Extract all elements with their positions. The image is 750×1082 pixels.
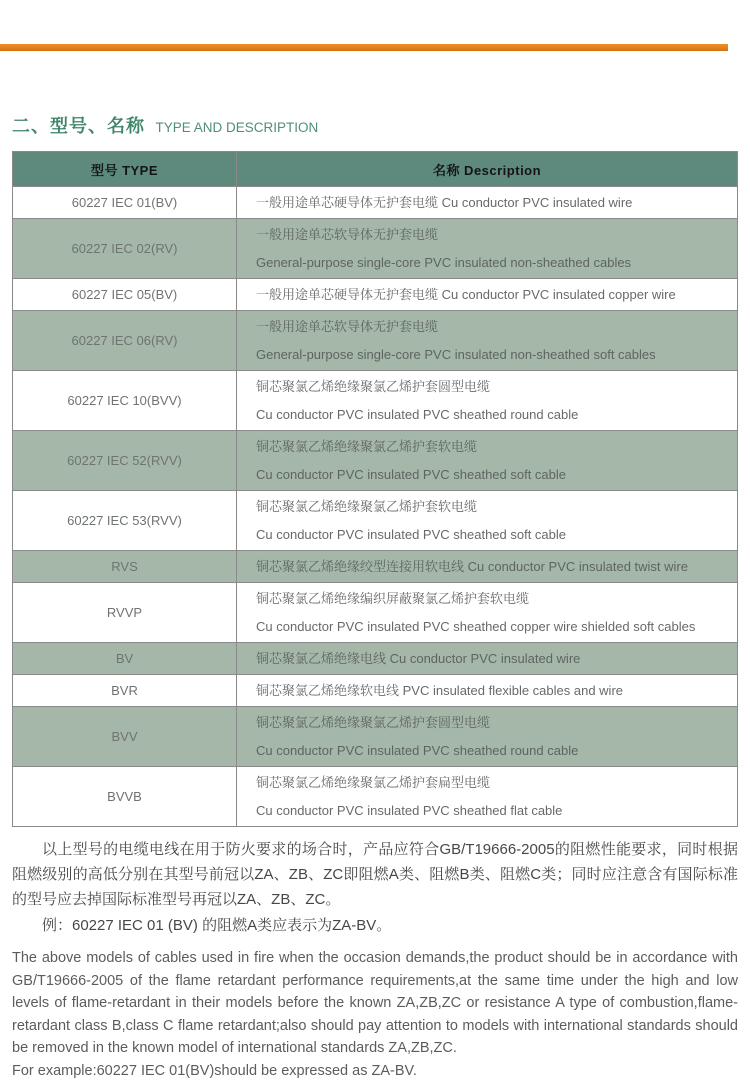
table-row: [13, 187, 738, 219]
cell-description: [237, 371, 738, 431]
description-line: 铜芯聚氯乙烯绝缘绞型连接用软电线 Cu conductor PVC insulated twist wire: [256, 554, 727, 579]
cell-description: [237, 431, 738, 491]
cell-description: [237, 311, 738, 371]
note-zh-paragraph: 以上型号的电缆电线在用于防火要求的场合时，产品应符合GB/T19666-2005的阻燃性能要求，同时根据阻燃级别的高低分别在其型号前冠以ZA、ZB、ZC即阻燃A类、阻燃B类、阻燃C类；同时应注意含有国际标准的型号应去掉国际标准型号再冠以ZA、ZB、ZC。: [12, 837, 738, 912]
description-line: Cu conductor PVC insulated PVC sheathed round cable: [256, 402, 727, 427]
cell-type: RVVP: [13, 583, 237, 643]
cell-description: [237, 187, 738, 219]
cell-description: [237, 279, 738, 311]
cell-type: 60227 IEC 53(RVV): [13, 491, 237, 551]
description-line: 一般用途单芯软导体无护套电缆: [256, 314, 727, 339]
description-line: 铜芯聚氯乙烯绝缘电线 Cu conductor PVC insulated wire: [256, 646, 727, 671]
table-row: [13, 219, 738, 279]
table-row: [13, 371, 738, 431]
top-accent-bar: [0, 44, 728, 51]
table-row: [13, 675, 738, 707]
note-en-paragraph: The above models of cables used in fire when the occasion demands,the product should be in accordance with GB/T19666-2005 of the flame retardant performance requirements,at the same time under the high and low levels of flame-retardant in their models before the known ZA,ZB,ZC or resistance A type of combustion,flame-retardant class B,class C flame retardant;also should pay attention to models with international standards should be removed in the known model of international standards ZA,ZB,ZC.: [12, 947, 738, 1060]
cell-description: [237, 551, 738, 583]
table-row: [13, 551, 738, 583]
description-line: 铜芯聚氯乙烯绝缘编织屏蔽聚氯乙烯护套软电缆: [256, 586, 727, 611]
cell-type: BVVB: [13, 767, 237, 827]
cell-description: [237, 767, 738, 827]
table-row: [13, 311, 738, 371]
description-line: 铜芯聚氯乙烯绝缘聚氯乙烯护套软电缆: [256, 494, 727, 519]
description-line: General-purpose single-core PVC insulated non-sheathed cables: [256, 250, 727, 275]
table-row: [13, 767, 738, 827]
table-row: [13, 707, 738, 767]
table-row: [13, 583, 738, 643]
page-content: [12, 112, 738, 1082]
description-line: General-purpose single-core PVC insulated non-sheathed soft cables: [256, 342, 727, 367]
cell-description: [237, 707, 738, 767]
cell-description: [237, 643, 738, 675]
description-line: Cu conductor PVC insulated PVC sheathed round cable: [256, 738, 727, 763]
description-line: Cu conductor PVC insulated PVC sheathed copper wire shielded soft cables: [256, 614, 727, 639]
table-header: [13, 152, 738, 187]
description-line: Cu conductor PVC insulated PVC sheathed flat cable: [256, 798, 727, 823]
description-line: Cu conductor PVC insulated PVC sheathed soft cable: [256, 462, 727, 487]
table-row: [13, 643, 738, 675]
column-header-description: 名称 Description: [237, 152, 738, 187]
description-line: 一般用途单芯硬导体无护套电缆 Cu conductor PVC insulated copper wire: [256, 282, 727, 307]
table-row: [13, 279, 738, 311]
cell-description: [237, 491, 738, 551]
cell-type: BVR: [13, 675, 237, 707]
section-title: [12, 112, 738, 138]
cell-type: 60227 IEC 06(RV): [13, 311, 237, 371]
description-line: Cu conductor PVC insulated PVC sheathed soft cable: [256, 522, 727, 547]
column-header-type: 型号 TYPE: [13, 152, 237, 187]
type-description-table: [12, 151, 738, 827]
cell-type: BV: [13, 643, 237, 675]
cell-type: RVS: [13, 551, 237, 583]
cell-type: 60227 IEC 01(BV): [13, 187, 237, 219]
description-line: 铜芯聚氯乙烯绝缘聚氯乙烯护套软电缆: [256, 434, 727, 459]
description-line: 铜芯聚氯乙烯绝缘软电线 PVC insulated flexible cables and wire: [256, 678, 727, 703]
note-zh-example: 例：60227 IEC 01 (BV) 的阻燃A类应表示为ZA-BV。: [12, 913, 738, 938]
description-line: 一般用途单芯硬导体无护套电缆 Cu conductor PVC insulated wire: [256, 190, 727, 215]
cell-type: 60227 IEC 10(BVV): [13, 371, 237, 431]
description-line: 一般用途单芯软导体无护套电缆: [256, 222, 727, 247]
note-en-example: For example:60227 IEC 01(BV)should be expressed as ZA-BV.: [12, 1060, 738, 1082]
description-line: 铜芯聚氯乙烯绝缘聚氯乙烯护套圆型电缆: [256, 710, 727, 735]
section-title-zh: 二、型号、名称: [12, 116, 145, 136]
cell-type: 60227 IEC 02(RV): [13, 219, 237, 279]
description-line: 铜芯聚氯乙烯绝缘聚氯乙烯护套扁型电缆: [256, 770, 727, 795]
cell-type: BVV: [13, 707, 237, 767]
cell-description: [237, 219, 738, 279]
cell-type: 60227 IEC 05(BV): [13, 279, 237, 311]
description-line: 铜芯聚氯乙烯绝缘聚氯乙烯护套圆型电缆: [256, 374, 727, 399]
cell-description: [237, 675, 738, 707]
section-title-en: TYPE AND DESCRIPTION: [155, 120, 318, 135]
table-body: [13, 187, 738, 827]
cell-type: 60227 IEC 52(RVV): [13, 431, 237, 491]
table-header-row: [13, 152, 738, 187]
table-row: [13, 431, 738, 491]
table-row: [13, 491, 738, 551]
cell-description: [237, 583, 738, 643]
notes-section: [12, 837, 738, 1082]
